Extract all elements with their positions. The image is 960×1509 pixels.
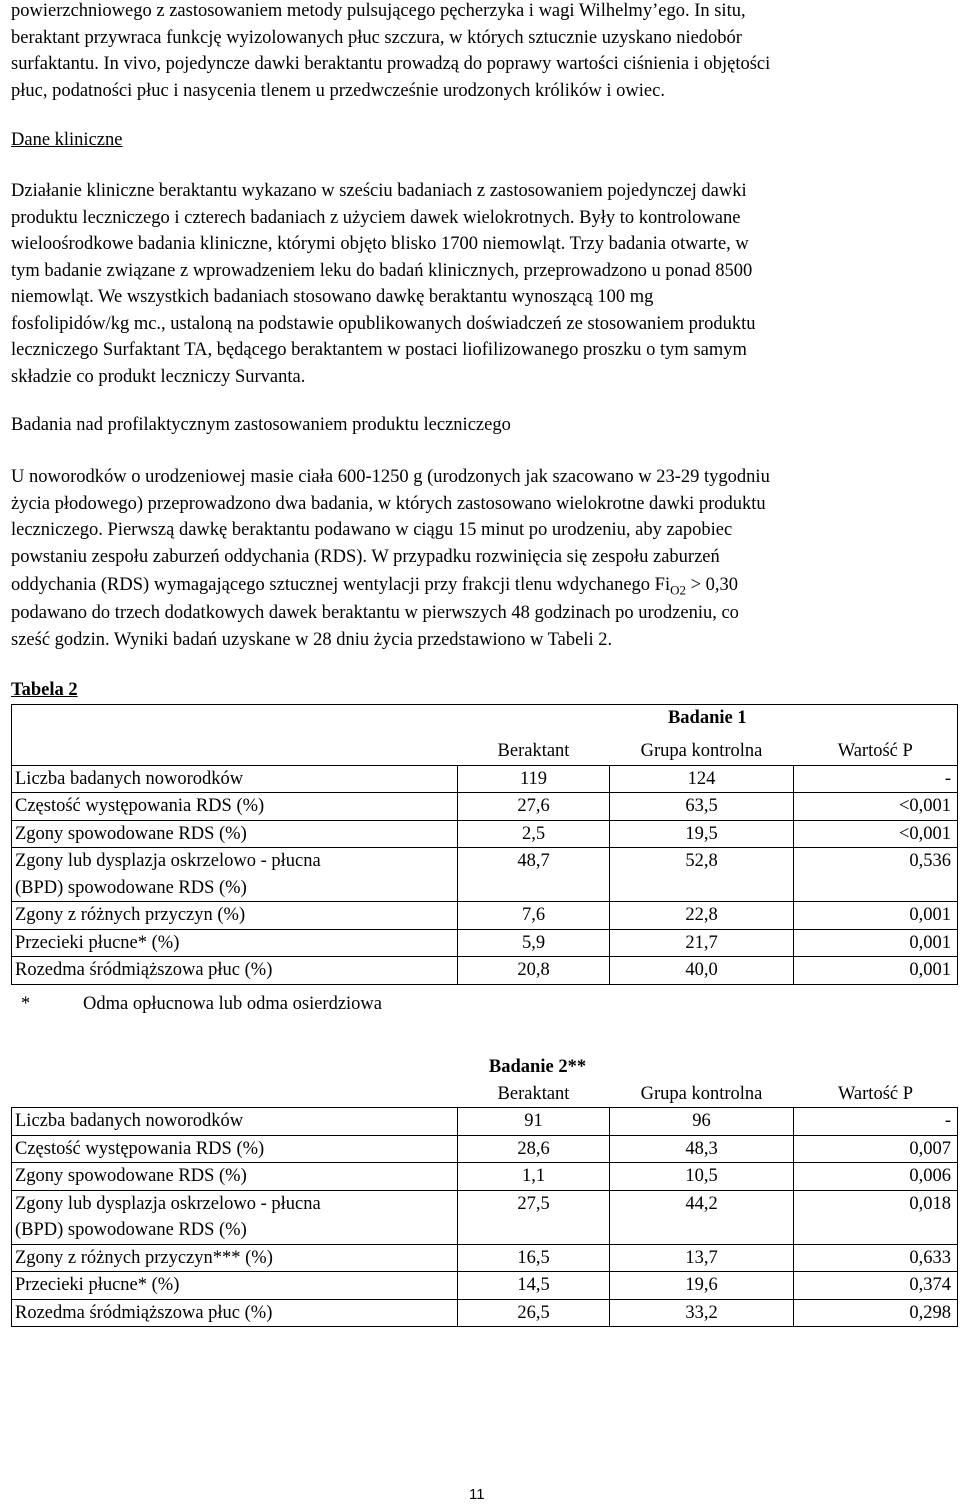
- row-label: [12, 1244, 458, 1272]
- value-beraktant: 119: [458, 765, 610, 793]
- row-label: [12, 1272, 458, 1300]
- value-p: 0,001: [794, 957, 958, 985]
- value-control: 22,8: [610, 902, 794, 930]
- fio2-text: oddychania (RDS) wymagającego sztucznej wentylacji przy frakcji tlenu wdychanego Fi: [11, 575, 671, 595]
- value-beraktant: 2,5: [458, 820, 610, 848]
- row-label: [12, 1163, 458, 1191]
- row-label-text: Częstość występowania RDS (%): [15, 1138, 265, 1159]
- row-label-text: (BPD) spowodowane RDS (%): [15, 877, 247, 898]
- value-beraktant: 14,5: [458, 1272, 610, 1300]
- row-label-text: Przecieki płucne* (%): [15, 932, 180, 953]
- row-label-text: Rozedma śródmiąższowa płuc (%): [15, 960, 273, 980]
- table-row: [12, 1299, 958, 1327]
- table-row: [12, 929, 958, 957]
- text-line: tym badanie związane z wprowadzeniem leku do badań klinicznych, przeprowadzono u ponad 8500: [11, 260, 753, 281]
- value-p: 0,298: [794, 1299, 958, 1327]
- text-line: podawano do trzech dodatkowych dawek beraktantu w pierwszych 48 godzinach po urodzeniu, co: [11, 603, 739, 623]
- value-beraktant: 27,5: [458, 1190, 610, 1244]
- value-p: 0,374: [794, 1272, 958, 1300]
- table-row: [12, 765, 958, 793]
- col-header: Grupa kontrolna: [640, 1083, 763, 1104]
- row-label: [12, 1135, 458, 1163]
- value-p: -: [794, 1108, 958, 1136]
- value-p: 0,007: [794, 1135, 958, 1163]
- value-p: 0,536: [794, 848, 958, 902]
- intro-paragraph: [11, 0, 943, 104]
- text-line: surfaktantu. In vivo, pojedyncze dawki beraktantu prowadzą do poprawy wartości ciśnienia i objętości: [11, 54, 771, 74]
- value-p: 0,001: [794, 902, 958, 930]
- row-label-text: Liczba badanych noworodków: [15, 1111, 244, 1131]
- value-beraktant: 28,6: [458, 1135, 610, 1163]
- page-number: 11: [469, 1486, 485, 1503]
- table-row: [12, 1244, 958, 1272]
- value-p: <0,001: [794, 820, 958, 848]
- value-p: -: [794, 765, 958, 793]
- text-line: składzie co produkt leczniczy Survanta.: [11, 366, 306, 387]
- text-line: U noworodków o urodzeniowej masie ciała 600-1250 g (urodzonych jak szacowano w 23-29 tygodniu: [11, 467, 770, 487]
- col-header: Beraktant: [497, 741, 570, 761]
- table-title: Tabela 2: [11, 680, 78, 700]
- text-line: powstaniu zespołu zaburzeń oddychania (RDS). W przypadku rozwinięcia się zespołu zaburzeń: [11, 546, 720, 567]
- value-beraktant: 5,9: [458, 929, 610, 957]
- row-label-text: Przecieki płucne* (%): [15, 1275, 180, 1295]
- study2-title: [458, 1054, 958, 1081]
- table-row: [12, 1108, 958, 1136]
- footnote: [21, 991, 382, 1018]
- row-label-text: Zgony lub dysplazja oskrzelowo - płucna: [15, 1193, 321, 1214]
- study1-table: [11, 704, 958, 985]
- row-label-text: Liczba badanych noworodków: [15, 768, 244, 789]
- value-beraktant: 48,7: [458, 848, 610, 902]
- value-beraktant: 16,5: [458, 1244, 610, 1272]
- value-beraktant: 91: [458, 1108, 610, 1136]
- prophylaxis-heading: Badania nad profilaktycznym zastosowaniem produktu leczniczego: [11, 415, 511, 435]
- value-p: 0,001: [794, 929, 958, 957]
- row-label: [12, 957, 458, 985]
- text-line: wieloośrodkowe badania kliniczne, którymi objęto blisko 1700 niemowląt. Trzy badania otwarte, w: [11, 234, 749, 254]
- study2-table: [11, 1054, 958, 1327]
- text-line: płuc, podatności płuc i nasycenia tlenem u przedwcześnie urodzonych królików i owiec.: [11, 80, 665, 101]
- header-blank-cell: [12, 1081, 458, 1108]
- col-header: Wartość P: [794, 732, 958, 766]
- value-p: 0,006: [794, 1163, 958, 1191]
- value-beraktant: 26,5: [458, 1299, 610, 1327]
- header-blank-cell: [12, 1054, 458, 1081]
- value-beraktant: 20,8: [458, 957, 610, 985]
- text-line: życia płodowego) przeprowadzono dwa badania, w których zastosowano wielokrotne dawki produktu: [11, 493, 766, 514]
- study1-title: Badanie 1: [458, 705, 958, 732]
- table-header-row: [12, 732, 958, 766]
- value-beraktant: 7,6: [458, 902, 610, 930]
- study2-title-text: Badanie 2**: [488, 1057, 587, 1077]
- value-beraktant: 27,6: [458, 793, 610, 821]
- value-control: 13,7: [610, 1244, 794, 1272]
- footnote-text: Odma opłucnowa lub odma osierdziowa: [83, 994, 383, 1014]
- row-label-text: Częstość występowania RDS (%): [15, 796, 265, 816]
- table-header-row: [12, 1081, 958, 1108]
- row-label-text: Zgony lub dysplazja oskrzelowo - płucna: [15, 851, 321, 871]
- table-row: [12, 1163, 958, 1191]
- value-control: 33,2: [610, 1299, 794, 1327]
- row-label: [12, 1190, 458, 1244]
- col-header: Wartość P: [837, 1083, 914, 1104]
- footnote-mark: *: [21, 994, 31, 1014]
- table-row: [12, 957, 958, 985]
- row-label-text: Zgony z różnych przyczyn*** (%): [15, 1247, 273, 1268]
- value-control: 19,6: [610, 1272, 794, 1300]
- header-blank-cell: [12, 732, 458, 766]
- clinical-heading: Dane kliniczne: [11, 130, 123, 150]
- row-label: [12, 902, 458, 930]
- value-p: 0,633: [794, 1244, 958, 1272]
- value-p: <0,001: [794, 793, 958, 821]
- text-line: beraktant przywraca funkcję wyizolowanych płuc szczura, w których sztucznie uzyskano niedobór: [11, 27, 742, 48]
- value-control: 19,5: [610, 820, 794, 848]
- row-label: [12, 929, 458, 957]
- table-row: [12, 848, 958, 902]
- value-p: 0,018: [794, 1190, 958, 1244]
- row-label: [12, 765, 458, 793]
- table-row: [12, 1272, 958, 1300]
- prophylaxis-paragraph: [11, 464, 943, 653]
- table-row: [12, 902, 958, 930]
- text-line: powierzchniowego z zastosowaniem metody pulsującego pęcherzyka i wagi Wilhelmy’ego. In situ,: [11, 1, 746, 21]
- fio2-threshold: > 0,30: [685, 575, 739, 595]
- col-header: Grupa kontrolna: [640, 741, 763, 761]
- table-row: [12, 1190, 958, 1244]
- clinical-paragraph: [11, 178, 943, 390]
- row-label-text: Zgony z różnych przyczyn (%): [15, 905, 246, 925]
- fio2-subscript: O2: [670, 582, 686, 598]
- value-control: 63,5: [610, 793, 794, 821]
- row-label: [12, 793, 458, 821]
- row-label-text: (BPD) spowodowane RDS (%): [15, 1220, 247, 1240]
- value-control: 44,2: [610, 1190, 794, 1244]
- row-label: [12, 1299, 458, 1327]
- value-control: 48,3: [610, 1135, 794, 1163]
- value-beraktant: 1,1: [458, 1163, 610, 1191]
- row-label-text: Zgony spowodowane RDS (%): [15, 823, 247, 844]
- text-line: niemowląt. We wszystkich badaniach stosowano dawkę beraktantu wynoszącą 100 mg: [11, 287, 654, 307]
- row-label: [12, 820, 458, 848]
- text-line-fio2: [11, 570, 943, 600]
- value-control: 96: [610, 1108, 794, 1136]
- table-row: [12, 793, 958, 821]
- text-line: produktu leczniczego i czterech badaniach z użyciem dawek wielokrotnych. Były to kontrolowane: [11, 207, 741, 228]
- row-label: [12, 1108, 458, 1136]
- text-line: fosfolipidów/kg mc., ustaloną na podstawie opublikowanych doświadczeń ze stosowaniem produktu: [11, 313, 756, 334]
- value-control: 52,8: [610, 848, 794, 902]
- text-line: Działanie kliniczne beraktantu wykazano w sześciu badaniach z zastosowaniem pojedynczej dawki: [11, 181, 747, 201]
- col-header: Beraktant: [497, 1083, 570, 1104]
- text-line: sześć godzin. Wyniki badań uzyskane w 28 dniu życia przedstawiono w Tabeli 2.: [11, 629, 613, 650]
- text-line: leczniczego. Pierwszą dawkę beraktantu podawano w ciągu 15 minut po urodzeniu, aby zapobiec: [11, 520, 733, 540]
- table-header-row: [12, 705, 958, 732]
- value-control: 40,0: [610, 957, 794, 985]
- text-line: leczniczego Surfaktant TA, będącego beraktantem w postaci liofilizowanego proszku o tym samym: [11, 340, 747, 360]
- table-header-row: [12, 1054, 958, 1081]
- value-control: 124: [610, 765, 794, 793]
- value-control: 21,7: [610, 929, 794, 957]
- header-blank-cell: [12, 705, 458, 732]
- row-label-text: Rozedma śródmiąższowa płuc (%): [15, 1302, 273, 1323]
- row-label: [12, 848, 458, 902]
- row-label-text: Zgony spowodowane RDS (%): [15, 1166, 247, 1186]
- value-control: 10,5: [610, 1163, 794, 1191]
- table-row: [12, 820, 958, 848]
- table-row: [12, 1135, 958, 1163]
